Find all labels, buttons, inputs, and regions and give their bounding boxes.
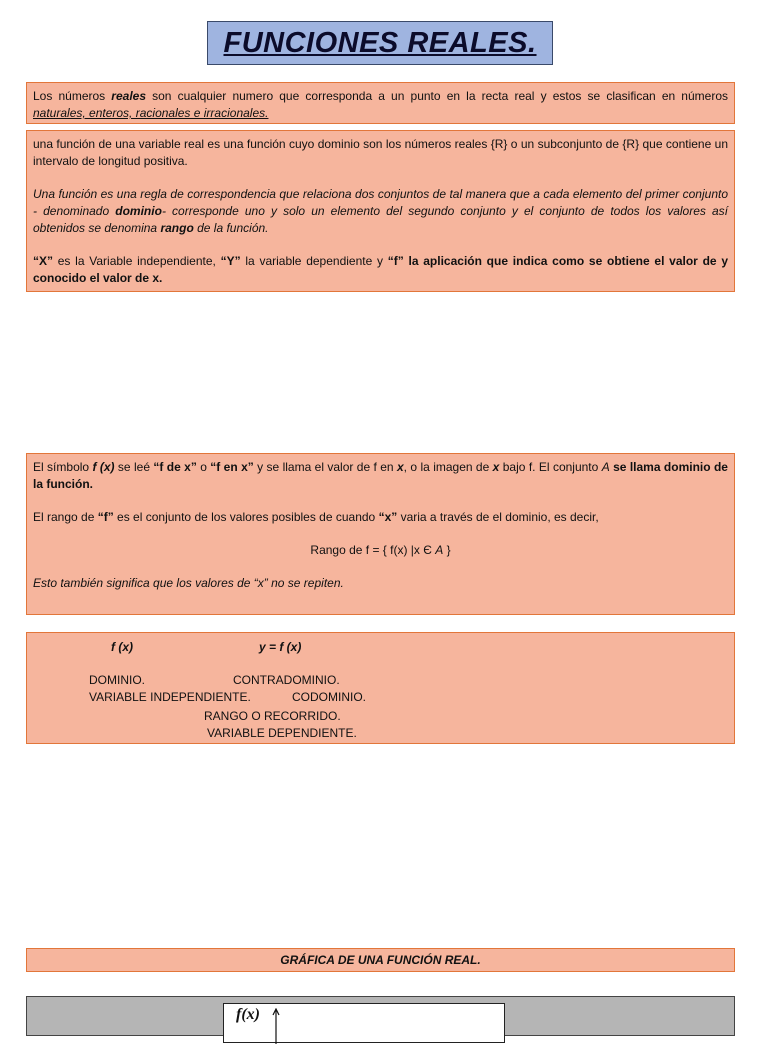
box-reales <box>26 82 735 124</box>
rule-paragraph <box>33 186 728 237</box>
page-title: FUNCIONES REALES. <box>223 26 537 59</box>
text: y se llama el valor de f en <box>253 460 397 474</box>
y-axis-arrow <box>272 1008 282 1044</box>
text: “f” <box>97 510 114 524</box>
text: - corresponde uno y solo un elemento del segundo conjunto y el conjunto de todos los valores así obtenidos se denomina <box>33 204 729 235</box>
text: “Y” <box>220 254 241 268</box>
text: reales <box>111 89 146 103</box>
text: la variable dependiente y <box>240 254 388 268</box>
range-paragraph <box>33 509 728 526</box>
text: } <box>443 543 451 557</box>
text: “X” <box>33 254 54 268</box>
text: varia a través de el dominio, es decir, <box>397 510 599 524</box>
variable-independiente-label: VARIABLE INDEPENDIENTE. <box>89 690 251 704</box>
text: Rango de f = { f(x) |x Є <box>310 543 436 557</box>
dominio-label: DOMINIO. <box>89 673 145 687</box>
text: bajo f. El conjunto <box>499 460 602 474</box>
text: x <box>492 460 500 474</box>
fx-label: f (x) <box>111 640 133 654</box>
text: naturales, enteros, racionales e irracionales. <box>33 106 269 120</box>
text: es el conjunto de los valores posibles de cuando <box>113 510 379 524</box>
text: Una función es una regla de correspondencia que relaciona dos conjuntos de tal manera que a cada elemento del primer conjunto - denominado <box>33 187 728 218</box>
note-paragraph: Esto también significa que los valores de “x” no se repiten. <box>33 576 344 590</box>
contradominio-label: CONTRADOMINIO. <box>233 673 340 687</box>
text: son cualquier numero que corresponda a un punto en la recta real y estos se clasifican en números <box>146 89 728 103</box>
box-simbolo <box>26 453 735 615</box>
graph-heading: GRÁFICA DE UNA FUNCIÓN REAL. <box>280 953 481 967</box>
text: , o la imagen de <box>403 460 493 474</box>
graph-frame <box>26 996 735 1036</box>
text: El rango de <box>33 510 98 524</box>
reales-paragraph <box>33 88 728 122</box>
yfx-label: y = f (x) <box>259 640 302 654</box>
text: x <box>396 460 404 474</box>
text: “f en x” <box>210 460 254 474</box>
text: la aplicación que indica como se obtiene el valor de y conocido el valor de x. <box>33 254 728 285</box>
text: “f de x” <box>153 460 197 474</box>
symbol-paragraph <box>33 459 728 493</box>
text: o <box>196 460 211 474</box>
text: A <box>601 460 610 474</box>
text: “f” <box>387 254 404 268</box>
variables-paragraph <box>33 253 728 287</box>
text: rango <box>160 221 194 235</box>
text: “x” <box>378 510 398 524</box>
text: Los números <box>33 89 112 103</box>
box-terminos <box>26 632 735 744</box>
graph-canvas <box>223 1003 505 1043</box>
definition-paragraph: una función de una variable real es una función cuyo dominio son los números reales {R} o un subconjunto de {R} que contiene un intervalo de longitud positiva. <box>33 137 728 168</box>
codominio-label: CODOMINIO. <box>292 690 366 704</box>
y-axis-label: f(x) <box>236 1006 260 1023</box>
variable-dependiente-label: VARIABLE DEPENDIENTE. <box>207 726 357 740</box>
range-formula <box>33 542 728 559</box>
text: A <box>435 543 444 557</box>
title-box <box>207 21 553 65</box>
text: se llama dominio de la función. <box>33 460 728 491</box>
text: El símbolo <box>33 460 93 474</box>
text: de la función. <box>193 221 269 235</box>
text: se leé <box>114 460 154 474</box>
rango-label: RANGO O RECORRIDO. <box>204 709 341 723</box>
text: f (x) <box>92 460 115 474</box>
box-funcion-definicion <box>26 130 735 292</box>
graph-heading-box <box>26 948 735 972</box>
text: dominio <box>115 204 162 218</box>
text: es la Variable independiente, <box>53 254 221 268</box>
